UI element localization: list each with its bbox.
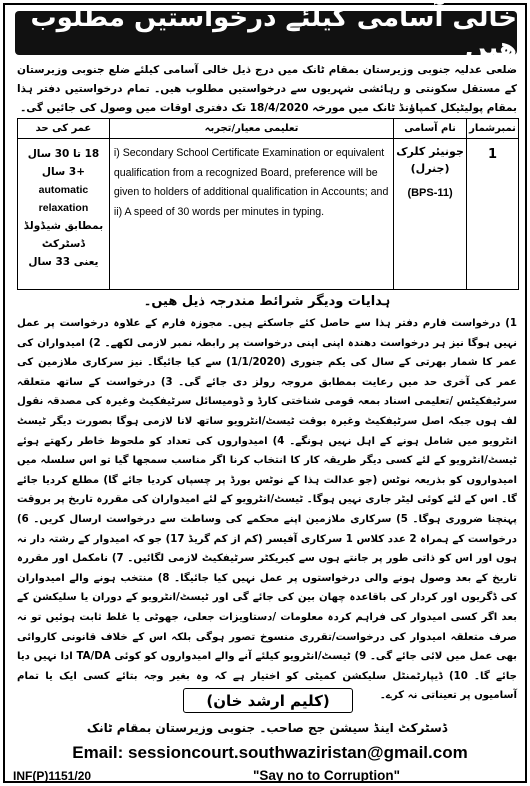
email-address[interactable]: sessioncourt.southwaziristan@gmail.com xyxy=(128,743,468,762)
title-banner: خالی آسامی کیلئے درخواستیں مطلوب ھیں xyxy=(15,11,517,55)
age-range: 18 تا 30 سال xyxy=(27,148,100,160)
header-serial: نمبرشمار xyxy=(467,119,519,139)
intro-paragraph: ضلعی عدلیہ جنوبی وزیرستان بمقام ٹانک میں درج ذیل خالی آسامی کیلئے ضلع جنوبی وزیرستان کے مستقل سکونتی و رہائشی شہریوں سے درخواستیں مطلوب ھیں۔ تمام درخواستیں دفتر ہذا بمقام پولیٹیکل کمپاؤنڈ ٹانک میں مورخہ 18/4/2020 تک دفتری اوقات میں وصول کی جائیں گی۔ xyxy=(17,64,517,114)
signatory-name: (کلیم ارشد خان) xyxy=(183,688,353,713)
qualification-item-1: i) Secondary School Certificate Examination or equivalent qualification from a recognized Board, preference will be given to holders of additional qualification in Accounts; and xyxy=(113,147,389,198)
header-age: عمر کی حد xyxy=(18,119,110,139)
age-note-2: یعنی 33 سال xyxy=(28,256,99,268)
post-category: (جنرل) xyxy=(410,162,450,175)
anti-corruption-slogan: "Say no to Corruption" xyxy=(253,768,401,783)
row-serial: 1 xyxy=(467,139,519,290)
age-note-1: بمطابق شیڈولڈ ڈسٹرکٹ xyxy=(23,220,104,250)
header-qualification: تعلیمی معیار/تجربہ xyxy=(109,119,393,139)
age-plus: +3 سال xyxy=(41,166,86,178)
terms-paragraph: 1) درخواست فارم دفتر ہذا سے حاصل کئے جاسکتے ہیں۔ مجوزہ فارم کے علاوہ درخواست پر عمل نہیں ہوگا نیز ہر درخواست دھندہ اپنی اپنی درخواست پر رابطہ نمبر لازمی لکھے۔ 2) امیدواران کی عمر کا شمار بھرتی کے سال کی یکم جنوری (1/1/2020) سے کیا جائیگا۔ نیز سرکاری ملازمین کی عمر کی آخری حد میں رعایت بمطابق مروجہ رولز دی جائے گی۔ 3) درخواست کے ساتھ متعلقہ سرٹیفکیٹس /تعلیمی اسناد بمعہ قومی شناختی کارڈ و ڈومیسائل سرٹیفکیٹ وغیرہ کی مصدقہ نقول لف ہوں جبکہ اصل سرٹیفکیٹ وغیرہ بوقت ٹیسٹ/انٹرویو ساتھ لانا لازمی ہوگا بصورت دیگر ٹیسٹ انٹرویو میں شامل ہونے کے اہل نہیں ہونگے۔ 4) امیدواروں کی تعداد کو ملحوظ خاطر رکھتے ہوئے ٹیسٹ/انٹرویو کے لئے کسی دیگر طریقہ کار کا انتخاب کرنا اگر مناسب سمجھا گیا تو اس سلسلہ میں امیدواروں کو بذریعہ نوٹس (جو عدالت ہذا کے نوٹس بورڈ پر چسپاں کردیا جائے گا) مطلع کردیا جائے گا۔ اس کے لئے کوئی لیٹر جاری نہیں ہوگا۔ ٹیسٹ/انٹرویو کے لئے امیدواران کی مقررہ تاریخ پر بروقت پہنچنا ضروری ہوگا۔ 5) سرکاری ملازمین اپنے محکمے کی وساطت سے درخواست ارسال کریں۔ 6) درخواست کے ہمراہ 2 عدد کلاس 1 سرکاری آفیسر (کم از کم گریڈ 17) جو کہ امیدوار کے رشتہ دار نہ ہوں اور اس کو ذاتی طور پر جانتے ہوں سے کیریکٹر سرٹیفکیٹ لازمی لگائیں۔ 7) نامکمل اور مقررہ تاریخ کے بعد وصول ہونے والی درخواستوں پر عمل نہیں کیا جائیگا۔ 8) منتخب ہونے والے امیدواران کی ڈگریوں اور کردار کی باقاعدہ چھان بین کی جائے گی اور ٹیسٹ/انٹرویو کے دوران یا سلیکشن کے بعد اگر کسی امیدوار کی فراہم کردہ معلومات /دستاویزات جعلی، جھوٹی یا غلط ثابت ہوئیں تو نہ صرف متعلقہ امیدوار کی درخواست/تقرری منسوخ تصور ہوگی بلکہ اس کے خلاف قانونی کاروائی بھی عمل میں لائی جائے گی۔ 9) ٹیسٹ/انٹرویو کیلئے آنے والے امیدواروں کو کوئی TA/DA ادا نہیں دیا جائے گا۔ 10) ڈیپارٹمنٹل سلیکشن کمیٹی کو اختیار ہے کہ وہ بغیر وجہ بتائے کسی ایک یا تمام آسامیوں پر تعیناتی نہ کرے۔ xyxy=(17,318,518,702)
row-age xyxy=(18,139,110,290)
post-name: جونیئر کلرک xyxy=(396,145,464,158)
signatory-designation: ڈسٹرکٹ اینڈ سیشن جج صاحب۔ جنوبی وزیرستان بمقام ٹانک xyxy=(86,721,448,735)
row-post xyxy=(394,139,467,290)
table-row xyxy=(18,139,519,290)
age-relax-1: automatic xyxy=(38,184,89,196)
reference-number: INF(P)1151/20 xyxy=(13,769,92,783)
advertisement-page xyxy=(3,3,527,783)
row-qualification xyxy=(109,139,393,290)
email-label: Email: xyxy=(72,743,124,762)
post-bps: (BPS-11) xyxy=(407,187,453,199)
email-line xyxy=(60,743,480,763)
vacancy-table xyxy=(17,118,519,290)
age-relax-2: relaxation xyxy=(38,202,89,214)
table-header-row xyxy=(18,119,519,139)
qualification-item-2: ii) A speed of 30 words per minutes in typing. xyxy=(113,205,325,218)
terms-heading: ہدایات ودیگر شرائط مندرجہ ذیل ھیں۔ xyxy=(143,294,391,309)
header-post: نام آسامی xyxy=(394,119,467,139)
